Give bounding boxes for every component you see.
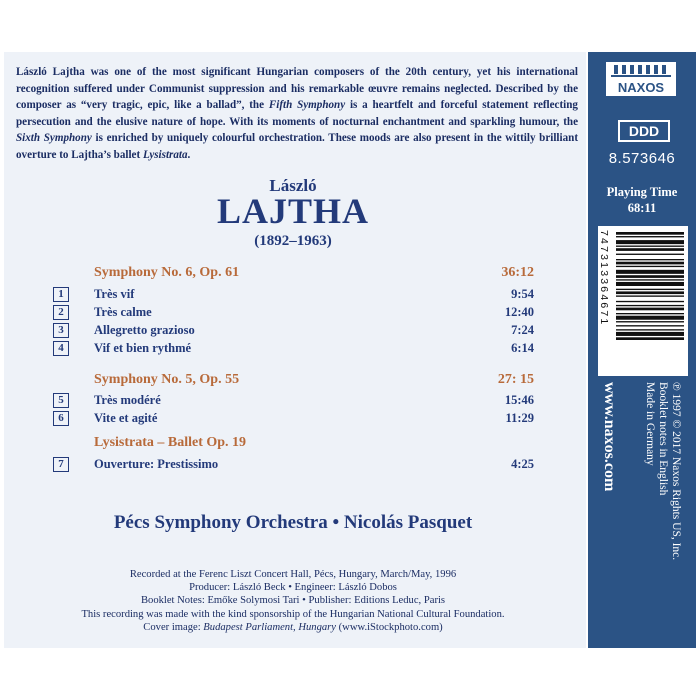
website: www.naxos.com — [601, 382, 618, 492]
track-number: 2 — [53, 305, 69, 320]
barcode-bar — [616, 316, 684, 320]
barcode-bar — [616, 301, 684, 302]
track-number: 6 — [53, 411, 69, 426]
barcode-bar — [616, 262, 684, 265]
composer-last-name: LAJTHA — [216, 191, 370, 231]
barcode-bar — [616, 275, 684, 278]
naxos-logo-text: NAXOS — [617, 80, 665, 95]
track-duration: 7:24 — [511, 323, 534, 337]
track-title: Très modéré — [94, 393, 161, 407]
barcode-bar — [616, 270, 684, 274]
barcode — [598, 226, 688, 376]
playing-time-label: Playing Time — [606, 185, 678, 199]
barcode-bar — [616, 332, 684, 336]
barcode-bar — [616, 259, 684, 260]
naxos-logo — [606, 62, 676, 96]
track-number: 4 — [53, 341, 69, 356]
barcode-bar — [616, 291, 684, 294]
credit-line: Booklet Notes: Emőke Solymosi Tari • Publisher: Editions Leduc, Paris — [140, 595, 446, 607]
legal-notes — [643, 382, 682, 560]
track-number: 3 — [53, 323, 69, 338]
credit-line: Producer: László Beck • Engineer: László Dobos — [189, 582, 397, 594]
track-duration: 4:25 — [511, 457, 534, 471]
barcode-bar — [616, 325, 684, 326]
barcode-bar — [616, 240, 684, 244]
composer-dates: (1892–1963) — [254, 233, 332, 249]
lysistrata-title: Lysistrata — [142, 148, 188, 161]
barcode-bar — [616, 329, 684, 330]
barcode-bar — [616, 266, 684, 267]
barcode-bar — [616, 321, 684, 322]
sixth-symphony-title: Sixth Symphony — [16, 132, 92, 144]
track-duration: 9:54 — [511, 287, 534, 301]
track-duration: 6:14 — [511, 341, 534, 355]
track-number: 5 — [53, 393, 69, 408]
barcode-bar — [616, 246, 684, 247]
track-title: Vite et agité — [94, 411, 158, 425]
legal-line: Booklet notes in English — [657, 382, 669, 496]
playing-time-value: 68:11 — [627, 201, 657, 215]
performers: Pécs Symphony Orchestra • Nicolás Pasquet — [113, 512, 473, 533]
track-duration: 12:40 — [504, 305, 534, 319]
track-title: Allegretto grazioso — [94, 323, 195, 337]
work-title: Lysistrata – Ballet Op. 19 — [94, 435, 247, 450]
fifth-symphony-title: Fifth Symphony — [268, 99, 346, 111]
barcode-bar — [616, 305, 684, 306]
barcode-bar — [616, 295, 684, 296]
track-number: 1 — [53, 287, 69, 302]
credit-line: Recorded at the Ferenc Liszt Concert Hall, Pécs, Hungary, March/May, 1996 — [129, 569, 457, 580]
track-duration: 11:29 — [505, 411, 534, 425]
barcode-bar — [616, 308, 684, 311]
work-title: Symphony No. 6, Op. 61 — [94, 265, 240, 280]
ddd-badge: DDD — [618, 120, 670, 142]
barcode-bar — [616, 232, 684, 235]
legal-line: Made in Germany — [644, 382, 656, 466]
barcode-bar — [616, 254, 684, 255]
work-duration: 27: 15 — [497, 372, 534, 387]
track-number: 7 — [53, 457, 69, 472]
intro-text: László Lajtha was one of the most significant Hungarian composers of the 20th century, yet his international recognition suffered under Communist suppression and his remarkable œuvre remains neglected. Described by the composer as “very tragic, epic, like a ballad”, the Fifth Symphony is a heartfelt and forceful statement reflecting persecution and the elusive nature of hope. With its moments of nocturnal enchantment and sparkling humour, the Sixth Symphony is enriched by uniquely colourful orchestration. These moods are also present in the wittily brilliant overture to Lajtha’s ballet Lysistrata. — [16, 66, 579, 161]
composer-first-name: László — [269, 176, 317, 195]
barcode-digits: 747313364671 — [598, 230, 610, 327]
track-duration: 15:46 — [504, 393, 534, 407]
catalogue-number: 8.573646 — [608, 150, 676, 167]
legal-line: ℗ 1997 © 2017 Naxos Rights US, Inc. — [670, 382, 682, 561]
barcode-bar — [616, 313, 684, 314]
cover-credit: Cover image: Budapest Parliament, Hungary (www.iStockphoto.com) — [143, 621, 443, 633]
barcode-bar — [616, 279, 684, 280]
work-title: Symphony No. 5, Op. 55 — [94, 372, 240, 387]
recording-credits — [0, 568, 586, 634]
barcode-bar — [616, 289, 684, 290]
barcode-bar — [616, 282, 684, 286]
barcode-bar — [616, 337, 684, 340]
track-title: Très calme — [94, 305, 152, 319]
track-title: Ouverture: Prestissimo — [94, 457, 219, 471]
barcode-bar — [616, 248, 684, 251]
track-title: Vif et bien rythmé — [94, 341, 192, 355]
track-title: Très vif — [94, 287, 135, 301]
work-duration: 36:12 — [501, 265, 534, 280]
barcode-bar — [616, 236, 684, 237]
credit-line: This recording was made with the kind sponsorship of the Hungarian National Cultural Foundation. — [81, 608, 505, 620]
